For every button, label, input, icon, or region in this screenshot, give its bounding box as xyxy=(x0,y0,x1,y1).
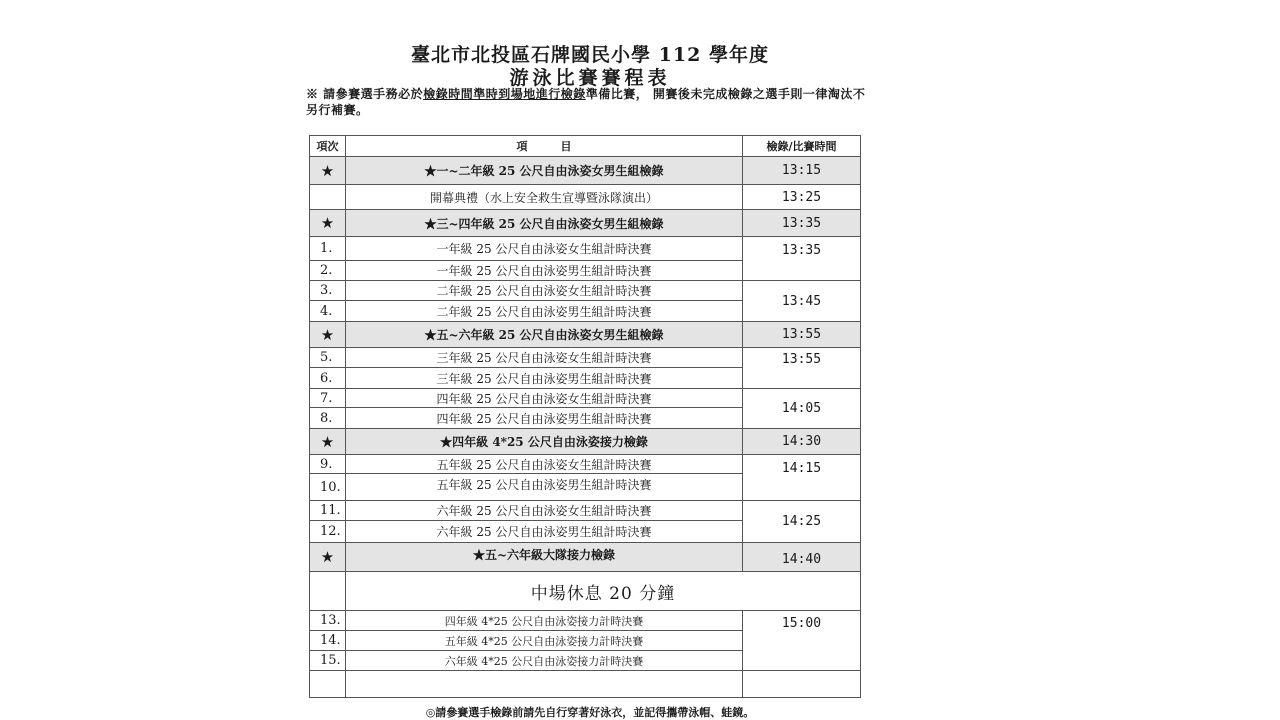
row-no: 5. xyxy=(310,348,346,368)
notice-text xyxy=(306,86,876,118)
row-item: 二年級 25 公尺自由泳姿男生組計時決賽 xyxy=(346,301,743,322)
row-item: 二年級 25 公尺自由泳姿女生組計時決賽 xyxy=(346,281,743,301)
schedule-table xyxy=(309,135,861,698)
table-row xyxy=(310,237,861,261)
row-no: 11. xyxy=(310,501,346,521)
row-no: 14. xyxy=(310,631,346,651)
row-no: ★ xyxy=(310,429,346,455)
row-item: ★五~六年級 25 公尺自由泳姿女男生組檢錄 xyxy=(346,322,743,348)
row-time: 15:00 xyxy=(743,611,861,671)
row-no xyxy=(310,572,346,611)
row-item: 四年級 25 公尺自由泳姿女生組計時決賽 xyxy=(346,389,743,408)
row-item: 五年級 25 公尺自由泳姿男生組計時決賽 xyxy=(346,474,743,501)
row-item: 五年級 25 公尺自由泳姿女生組計時決賽 xyxy=(346,455,743,474)
table-row-empty xyxy=(310,671,861,698)
row-time: 14:40 xyxy=(743,543,861,572)
row-item: 開幕典禮（水上安全救生宣導暨泳隊演出） xyxy=(346,185,743,210)
row-item: ★四年級 4*25 公尺自由泳姿接力檢錄 xyxy=(346,429,743,455)
notice-prefix: ※ 請參賽選手務必於 xyxy=(306,87,424,101)
table-row xyxy=(310,501,861,521)
notice-suffix: 準備比賽， 開賽後未完成檢錄之選手則一律淘汰不另行補賽。 xyxy=(306,87,866,117)
table-row-break xyxy=(310,572,861,611)
row-time: 13:15 xyxy=(743,157,861,185)
break-label: 中場休息 20 分鐘 xyxy=(346,572,861,611)
header-item: 項 目 xyxy=(346,136,743,157)
row-time: 14:25 xyxy=(743,501,861,543)
table-row xyxy=(310,185,861,210)
row-item: 四年級 25 公尺自由泳姿男生組計時決賽 xyxy=(346,408,743,429)
row-item: 一年級 25 公尺自由泳姿女生組計時決賽 xyxy=(346,237,743,261)
table-row xyxy=(310,611,861,631)
row-no: 13. xyxy=(310,611,346,631)
row-no: 8. xyxy=(310,408,346,429)
row-time: 13:25 xyxy=(743,185,861,210)
row-item: 六年級 25 公尺自由泳姿男生組計時決賽 xyxy=(346,521,743,543)
row-no: 10. xyxy=(310,474,346,501)
document-subtitle: 游泳比賽賽程表 xyxy=(509,67,671,89)
row-item: 一年級 25 公尺自由泳姿男生組計時決賽 xyxy=(346,261,743,281)
table-row xyxy=(310,281,861,301)
row-no xyxy=(310,671,346,698)
row-time: 13:55 xyxy=(743,348,861,389)
row-no: 2. xyxy=(310,261,346,281)
table-row xyxy=(310,429,861,455)
table-row xyxy=(310,543,861,572)
row-no: ★ xyxy=(310,322,346,348)
header-time: 檢錄/比賽時間 xyxy=(743,136,861,157)
table-row xyxy=(310,322,861,348)
row-item: ★三~四年級 25 公尺自由泳姿女男生組檢錄 xyxy=(346,210,743,237)
header-no: 項次 xyxy=(310,136,346,157)
row-time: 13:45 xyxy=(743,281,861,322)
table-row xyxy=(310,389,861,408)
row-item: 六年級 4*25 公尺自由泳姿接力計時決賽 xyxy=(346,651,743,671)
table-row xyxy=(310,348,861,368)
row-item: ★一~二年級 25 公尺自由泳姿女男生組檢錄 xyxy=(346,157,743,185)
row-time: 13:55 xyxy=(743,322,861,348)
table-header-row xyxy=(310,136,861,157)
row-no: ★ xyxy=(310,210,346,237)
table-row xyxy=(310,455,861,474)
row-no: 15. xyxy=(310,651,346,671)
row-no xyxy=(310,185,346,210)
row-time: 14:15 xyxy=(743,455,861,501)
document-title: 臺北市北投區石牌國民小學 112 學年度 xyxy=(411,44,769,66)
row-time: 14:05 xyxy=(743,389,861,429)
row-no: 3. xyxy=(310,281,346,301)
row-item: 三年級 25 公尺自由泳姿男生組計時決賽 xyxy=(346,368,743,389)
table-row xyxy=(310,157,861,185)
row-no: 6. xyxy=(310,368,346,389)
row-no: 4. xyxy=(310,301,346,322)
row-time: 13:35 xyxy=(743,210,861,237)
table-row xyxy=(310,210,861,237)
row-no: 9. xyxy=(310,455,346,474)
row-item: ★五~六年級大隊接力檢錄 xyxy=(346,543,743,572)
footer-note: ◎請參賽選手檢錄前請先自行穿著好泳衣，並記得攜帶泳帽、蛙鏡。 xyxy=(425,706,755,719)
row-time xyxy=(743,671,861,698)
row-no: 1. xyxy=(310,237,346,261)
row-no: ★ xyxy=(310,157,346,185)
row-no: 12. xyxy=(310,521,346,543)
row-item xyxy=(346,671,743,698)
notice-underlined: 檢錄時間準時到場地進行檢錄 xyxy=(423,87,586,101)
row-item: 四年級 4*25 公尺自由泳姿接力計時決賽 xyxy=(346,611,743,631)
row-item: 五年級 4*25 公尺自由泳姿接力計時決賽 xyxy=(346,631,743,651)
row-no: 7. xyxy=(310,389,346,408)
row-item: 六年級 25 公尺自由泳姿女生組計時決賽 xyxy=(346,501,743,521)
row-item: 三年級 25 公尺自由泳姿女生組計時決賽 xyxy=(346,348,743,368)
row-time: 13:35 xyxy=(743,237,861,281)
row-time: 14:30 xyxy=(743,429,861,455)
row-no: ★ xyxy=(310,543,346,572)
